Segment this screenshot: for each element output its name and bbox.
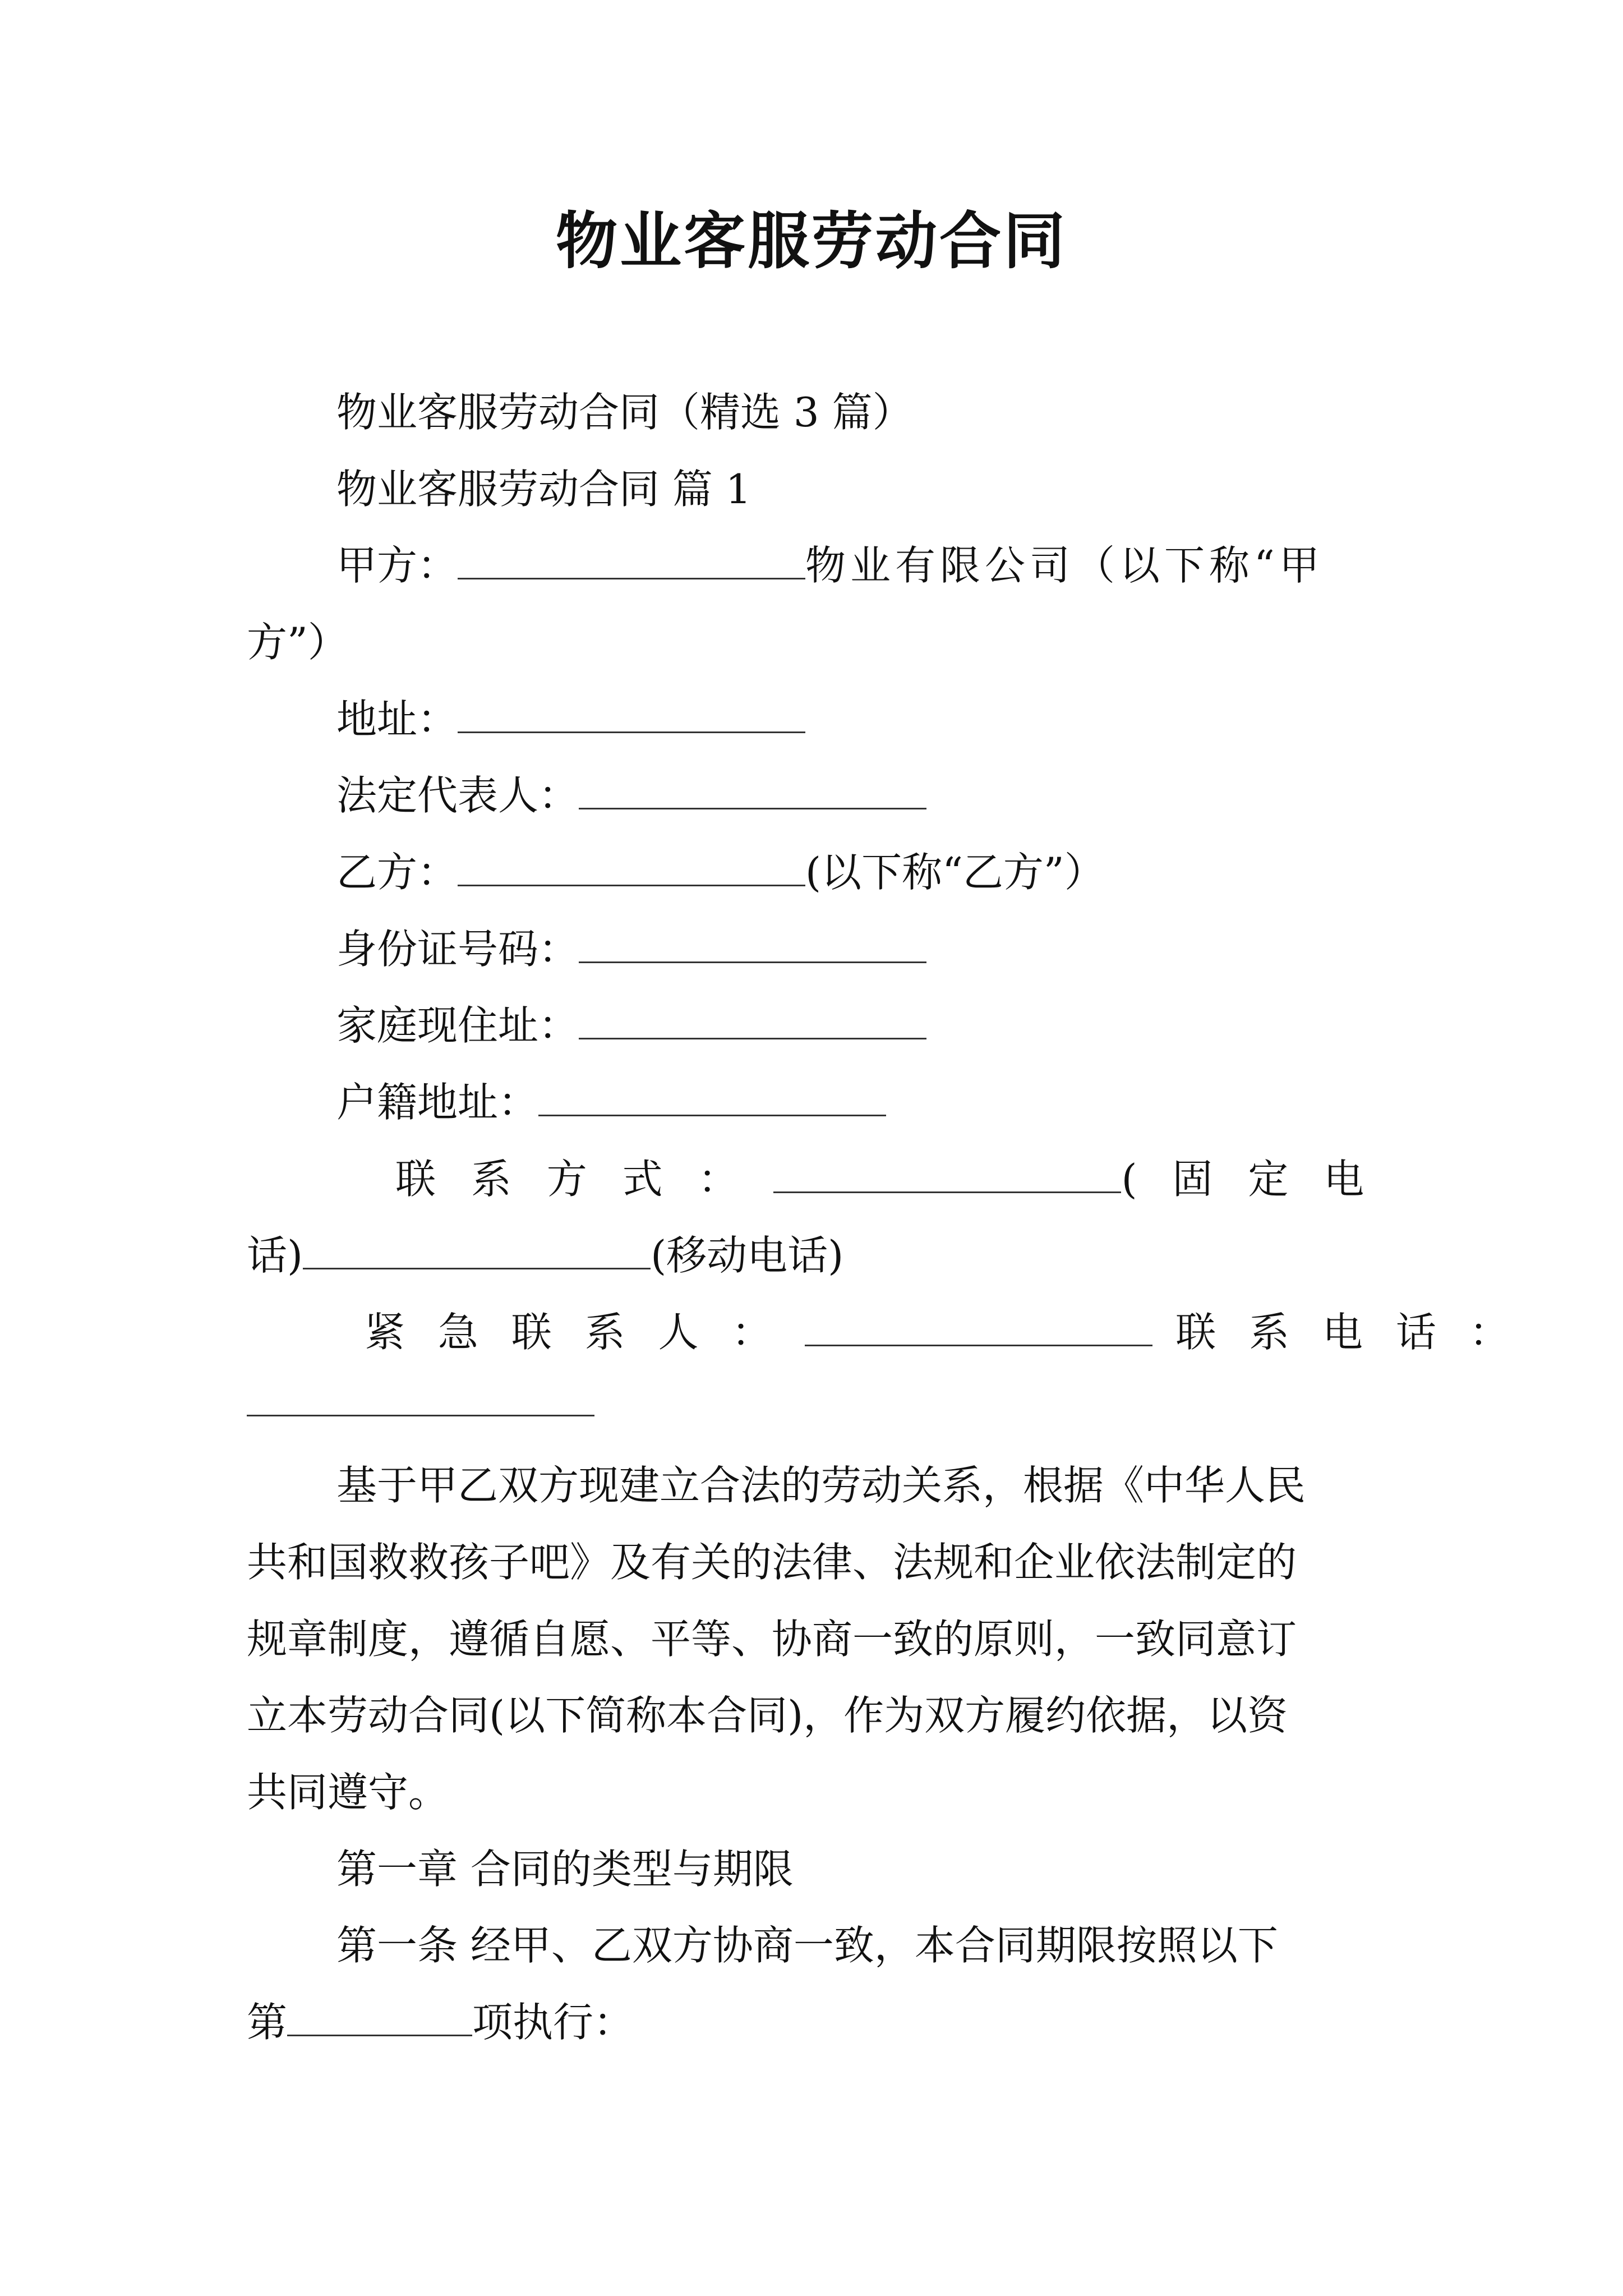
contact-mobile: (移动电话) bbox=[651, 1232, 844, 1279]
contact-fixed-cont: 话) bbox=[247, 1232, 303, 1279]
paragraph-line: 共同遵守。 bbox=[247, 1769, 449, 1816]
household-label: 户籍地址： bbox=[336, 1079, 539, 1126]
home-address-label: 家庭现住址： bbox=[336, 1002, 579, 1049]
address-label: 地址： bbox=[336, 696, 458, 743]
chapter-heading: 第一章 合同的类型与期限 bbox=[336, 1846, 794, 1893]
id-line bbox=[336, 921, 926, 977]
paragraph-line: 共和国救救孩子吧》及有关的法律、法规和企业依法制定的 bbox=[247, 1539, 1297, 1586]
address-blank bbox=[458, 697, 805, 733]
party-a-suffix: 物业有限公司（以下称“甲 bbox=[805, 542, 1324, 589]
id-label: 身份证号码： bbox=[336, 926, 579, 973]
party-a-suffix-cont: 方”） bbox=[247, 619, 348, 666]
party-b-blank bbox=[458, 850, 805, 886]
article-prefix: 第 bbox=[247, 1999, 288, 2046]
contact-cont-line bbox=[247, 1227, 843, 1283]
section-heading: 物业客服劳动合同 篇 1 bbox=[336, 466, 751, 513]
paragraph-line: 规章制度，遵循自愿、平等、协商一致的原则，一致同意订 bbox=[247, 1616, 1297, 1663]
home-address-blank bbox=[579, 1003, 926, 1039]
paragraph-line: 立本劳动合同(以下简称本合同)，作为双方履约依据，以资 bbox=[247, 1692, 1288, 1739]
contact-line bbox=[395, 1151, 1375, 1207]
address-line bbox=[336, 691, 805, 747]
subtitle: 物业客服劳动合同（精选 3 篇） bbox=[336, 389, 913, 436]
legal-rep-label: 法定代表人： bbox=[336, 772, 579, 819]
party-b-suffix: (以下称“乙方”） bbox=[805, 849, 1105, 896]
legal-rep-line bbox=[336, 767, 926, 823]
contact-mobile-blank bbox=[303, 1233, 651, 1269]
party-b-line bbox=[336, 844, 1105, 900]
emergency-label: 紧 急 联 系 人 ： bbox=[365, 1309, 782, 1356]
article-line: 第一条 经甲、乙双方协商一致，本合同期限按照以下 bbox=[336, 1922, 1278, 1969]
party-a-line bbox=[336, 537, 1324, 593]
home-address-line bbox=[336, 997, 926, 1053]
emergency-blank bbox=[805, 1310, 1152, 1346]
article-suffix: 项执行： bbox=[472, 1999, 634, 2046]
paragraph-line: 基于甲乙双方现建立合法的劳动关系，根据《中华人民 bbox=[336, 1462, 1306, 1509]
contact-fixed: ( 固 定 电 bbox=[1121, 1156, 1376, 1203]
document-title: 物业客服劳动合同 bbox=[556, 205, 1067, 277]
emergency-line bbox=[365, 1304, 1520, 1360]
article-line-2 bbox=[247, 1994, 634, 2050]
contact-fixed-blank bbox=[773, 1157, 1121, 1193]
party-a-blank bbox=[458, 543, 805, 579]
id-blank bbox=[579, 927, 926, 963]
emergency-phone-blank bbox=[247, 1380, 594, 1416]
contact-label: 联 系 方 式 ： bbox=[395, 1156, 750, 1203]
household-line bbox=[336, 1074, 886, 1130]
party-b-label: 乙方： bbox=[336, 849, 458, 896]
emergency-phone-line bbox=[247, 1374, 594, 1430]
party-a-label: 甲方： bbox=[336, 542, 458, 589]
article-item-blank bbox=[287, 2000, 472, 2036]
household-blank bbox=[538, 1080, 886, 1116]
emergency-phone-label: 联 系 电 话 ： bbox=[1175, 1309, 1520, 1356]
legal-rep-blank bbox=[579, 773, 926, 809]
